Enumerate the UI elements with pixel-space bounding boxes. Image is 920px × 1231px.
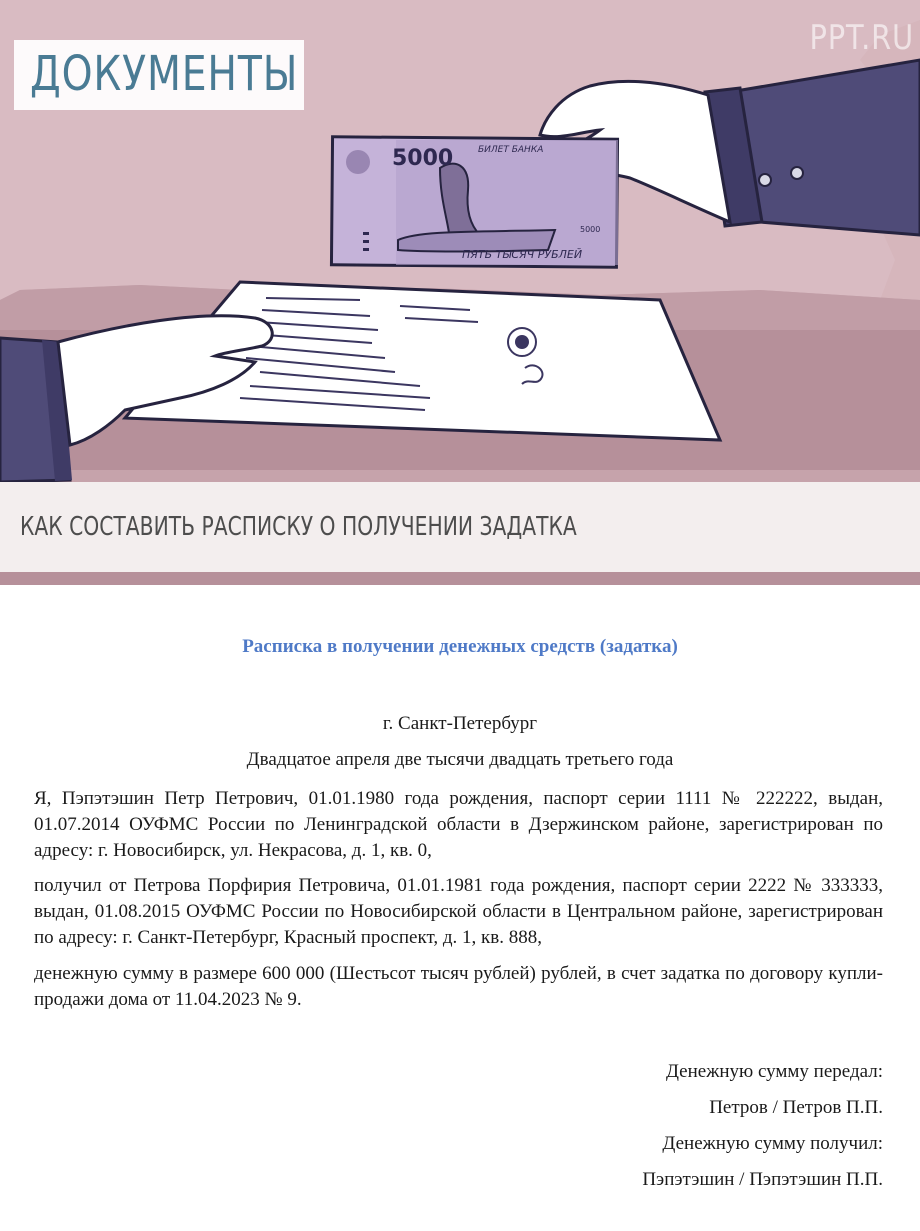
signature-transferred-label: Денежную сумму передал:	[665, 1061, 883, 1082]
svg-text:ПЯТЬ ТЫСЯЧ РУБЛЕЙ: ПЯТЬ ТЫСЯЧ РУБЛЕЙ	[462, 248, 583, 261]
signature-transferred-name: Петров / Петров П.П.	[709, 1097, 883, 1118]
document-city: г. Санкт-Петербург	[382, 713, 538, 734]
category-title: ДОКУМЕНТЫ	[30, 46, 299, 102]
paragraph-amount: денежную сумму в размере 600 000 (Шестьсот тысяч рублей) рублей, в счет задатка по договору купли-продажи дома от 11.04.2023 № 9.	[34, 963, 883, 1010]
svg-text:5000: 5000	[580, 225, 601, 234]
paragraph-payer: получил от Петрова Порфирия Петровича, 01.01.1981 года рождения, паспорт серии 2222 № 333333, выдан, 01.08.2015 ОУФМС России по Новосибирской области в Центральном районе, зарегистрирован по адресу: г. Санкт-Петербург, Красный проспект, д. 1, кв. 888,	[34, 875, 883, 948]
svg-text:БИЛЕТ БАНКА: БИЛЕТ БАНКА	[478, 145, 544, 155]
paragraph-recipient: Я, Пэпэтэшин Петр Петрович, 01.01.1980 года рождения, паспорт серии 1111 № 222222, выдан, 01.07.2014 ОУФМС России по Ленинградской области в Дзержинском районе, зарегистрирован по адресу: г. Новосибирск, ул. Некрасова, д. 1, кв. 0,	[34, 788, 883, 861]
svg-text:5000: 5000	[392, 146, 454, 171]
hero-illustration	[0, 0, 920, 585]
article-subtitle: КАК СОСТАВИТЬ РАСПИСКУ О ПОЛУЧЕНИИ ЗАДАТКА	[20, 512, 577, 542]
document-title: Расписка в получении денежных средств (задатка)	[242, 636, 678, 657]
banknote	[331, 137, 618, 267]
subtitle-band	[0, 482, 920, 572]
document-date: Двадцатое апреля две тысячи двадцать третьего года	[246, 749, 674, 770]
signature-received-label: Денежную сумму получил:	[662, 1133, 883, 1154]
site-watermark: PPT.RU	[809, 18, 914, 58]
category-label	[14, 40, 304, 110]
signature-received-name: Пэпэтэшин / Пэпэтэшин П.П.	[642, 1169, 883, 1190]
